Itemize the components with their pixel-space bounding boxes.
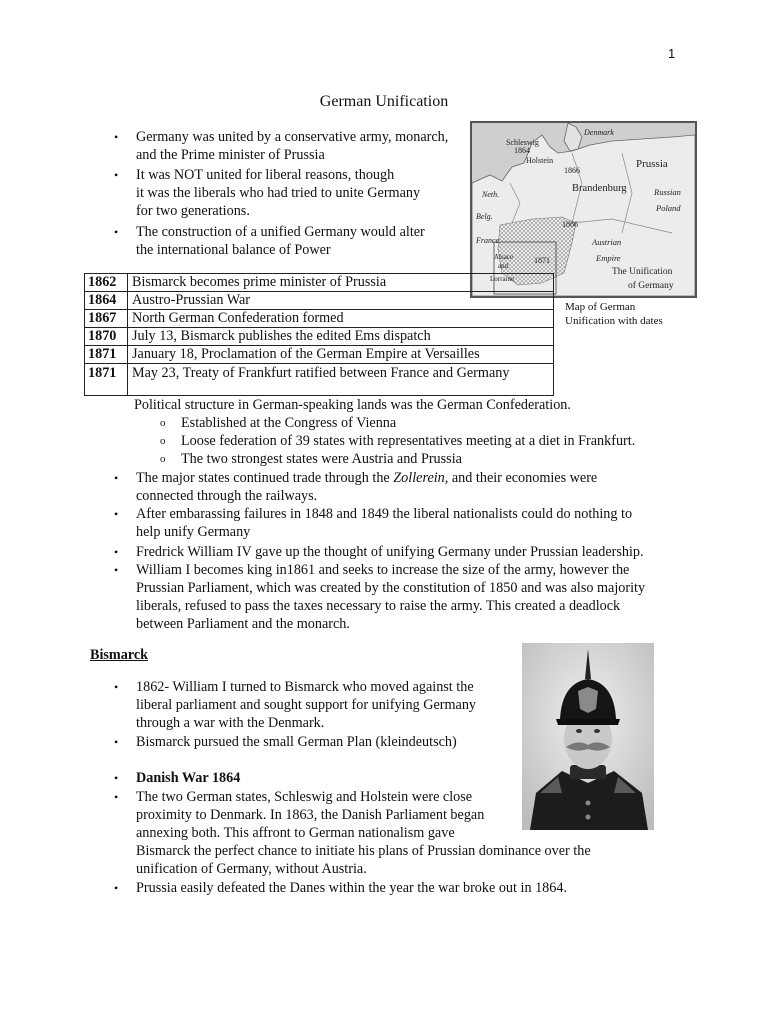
table-row: [85, 292, 554, 310]
zollerein-text-before: The major states continued trade through the: [136, 470, 394, 486]
timeline-event: January 18, Proclamation of the German Empire at Versailles: [128, 346, 554, 364]
bullet-glyph: •: [114, 680, 119, 694]
map-label-brandenburg: Brandenburg: [572, 183, 627, 194]
confederation-item-3: The two strongest states were Austria and Prussia: [181, 451, 462, 467]
map-label-austrian: Austrian: [592, 237, 622, 247]
map-label-belg: Belg.: [476, 212, 493, 221]
bismarck-bullet-1-line-2: liberal parliament and sought support for unifying Germany: [136, 697, 477, 713]
william-line-4: between Parliament and the monarch.: [136, 616, 350, 632]
timeline-year: 1864: [85, 292, 128, 310]
table-row: [85, 346, 554, 364]
bullet-glyph: •: [114, 471, 119, 485]
william-line-3: liberals, refused to pass the taxes necessary to raise the army. This created a deadlock: [136, 598, 621, 614]
map-label-alsace: Alsace: [494, 253, 514, 261]
danish-bullet-line-1: The two German states, Schleswig and Holstein were close: [136, 789, 473, 805]
danish-bullet-line-5: unification of Germany, without Austria.: [136, 861, 367, 877]
intro-bullet-2-line-3: for two generations.: [136, 203, 250, 219]
zollerein-line-2: connected through the railways.: [136, 488, 318, 504]
portrait-eye: [576, 729, 582, 733]
map-label-1866-south: 1866: [562, 220, 578, 229]
map-label-1866-north: 1866: [564, 166, 580, 175]
danish-war-heading: Danish War 1864: [136, 770, 241, 786]
timeline-year: 1862: [85, 274, 128, 292]
danish-bullet-line-3: annexing both. This affront to German nationalism gave: [136, 825, 455, 841]
bismarck-bullet-1-line-1: 1862- William I turned to Bismarck who moved against the: [136, 679, 474, 695]
timeline-year: 1870: [85, 328, 128, 346]
danish-bullet-line-2: proximity to Denmark. In 1863, the Danish Parliament began: [136, 807, 485, 823]
sub-bullet-glyph: o: [160, 453, 166, 465]
portrait-helmet-brim: [556, 719, 620, 725]
bullet-glyph: •: [114, 225, 119, 239]
timeline-event: May 23, Treaty of Frankfurt ratified between France and Germany: [128, 364, 554, 396]
map-label-and: and: [498, 262, 509, 270]
zollerein-text-after: and their economies were: [448, 470, 598, 486]
map-label-neth: Neth.: [482, 190, 500, 199]
unification-map: [470, 121, 697, 298]
map-label-poland: Poland: [656, 203, 681, 213]
map-label-denmark: Denmark: [584, 128, 614, 137]
timeline-year: 1871: [85, 364, 128, 396]
william-line-1: William I becomes king in1861 and seeks to increase the size of the army, however the: [136, 562, 630, 578]
map-label-holstein: Holstein: [526, 156, 554, 165]
bullet-glyph: •: [114, 545, 119, 559]
embarassing-line-2: help unify Germany: [136, 524, 251, 540]
timeline-year: 1867: [85, 310, 128, 328]
bismarck-bullet-2: Bismarck pursued the small German Plan (kleindeutsch): [136, 734, 457, 750]
map-label-russian: Russian: [654, 187, 681, 197]
bullet-glyph: •: [114, 168, 119, 182]
map-label-lorraine: Lorraine: [490, 275, 515, 283]
map-label-unification-line-2: of Germany: [628, 281, 674, 291]
page-title: German Unification: [319, 93, 449, 110]
sub-bullet-glyph: o: [160, 435, 166, 447]
map-label-prussia: Prussia: [636, 158, 668, 170]
zollerein-line-1: [136, 469, 597, 488]
zollerein-term: Zollerein,: [393, 470, 449, 486]
timeline-year: 1871: [85, 346, 128, 364]
timeline-event: Austro-Prussian War: [128, 292, 554, 310]
embarassing-line-1: After embarassing failures in 1848 and 1849 the liberal nationalists could do nothing to: [136, 506, 633, 522]
bullet-glyph: •: [114, 771, 119, 785]
intro-bullet-3-line-1: The construction of a unified Germany would alter: [136, 224, 425, 240]
map-caption-line-2: Unification with dates: [565, 315, 663, 327]
table-row: [85, 328, 554, 346]
intro-bullet-1-line-1: Germany was united by a conservative army, monarch,: [136, 129, 449, 145]
confederation-item-1: Established at the Congress of Vienna: [181, 415, 397, 431]
confederation-heading: Political structure in German-speaking lands was the German Confederation.: [134, 397, 571, 413]
bismarck-portrait: [522, 643, 654, 830]
table-row: [85, 274, 554, 292]
portrait-drawing: [522, 643, 654, 830]
map-label-1871: 1871: [534, 256, 550, 265]
bullet-glyph: •: [114, 881, 119, 895]
portrait-eye: [594, 729, 600, 733]
bullet-glyph: •: [114, 735, 119, 749]
intro-bullet-2-line-1: It was NOT united for liberal reasons, though: [136, 167, 395, 183]
timeline-event: July 13, Bismarck publishes the edited Ems dispatch: [128, 328, 554, 346]
william-line-2: Prussian Parliament, which was created by the constitution of 1850 and was also majority: [136, 580, 646, 596]
fredrick-line: Fredrick William IV gave up the thought of unifying Germany under Prussian leadership.: [136, 544, 644, 560]
map-label-schleswig: Schleswig: [506, 138, 539, 147]
bullet-glyph: •: [114, 130, 119, 144]
map-caption-line-1: Map of German: [565, 301, 636, 313]
portrait-button: [586, 801, 591, 806]
map-drawing: [472, 123, 695, 296]
page-number: 1: [668, 46, 676, 61]
map-label-1864: 1864: [514, 146, 530, 155]
intro-bullet-2-line-2: it was the liberals who had tried to unite Germany: [136, 185, 421, 201]
table-row: [85, 310, 554, 328]
danish-bullet-line-4: Bismarck the perfect chance to initiate his plans of Prussian dominance over the: [136, 843, 591, 859]
bismarck-bullet-1-line-3: through a war with the Denmark.: [136, 715, 325, 731]
intro-bullet-1-line-2: and the Prime minister of Prussia: [136, 147, 325, 163]
bullet-glyph: •: [114, 790, 119, 804]
sub-bullet-glyph: o: [160, 417, 166, 429]
timeline-event: North German Confederation formed: [128, 310, 554, 328]
map-label-empire: Empire: [596, 253, 621, 263]
bullet-glyph: •: [114, 507, 119, 521]
table-row: [85, 364, 554, 396]
map-label-unification-line-1: The Unification: [612, 267, 673, 277]
portrait-helmet-plate: [578, 687, 598, 713]
timeline-event: Bismarck becomes prime minister of Prussia: [128, 274, 554, 292]
confederation-item-2: Loose federation of 39 states with representatives meeting at a diet in Frankfurt.: [181, 433, 636, 449]
timeline-table: [84, 273, 554, 396]
portrait-button: [586, 815, 591, 820]
intro-bullet-3-line-2: the international balance of Power: [136, 242, 331, 258]
map-label-france: France: [476, 236, 500, 245]
bullet-glyph: •: [114, 563, 119, 577]
danes-defeated-line: Prussia easily defeated the Danes within the year the war broke out in 1864.: [136, 880, 568, 896]
bismarck-heading: Bismarck: [90, 647, 149, 663]
